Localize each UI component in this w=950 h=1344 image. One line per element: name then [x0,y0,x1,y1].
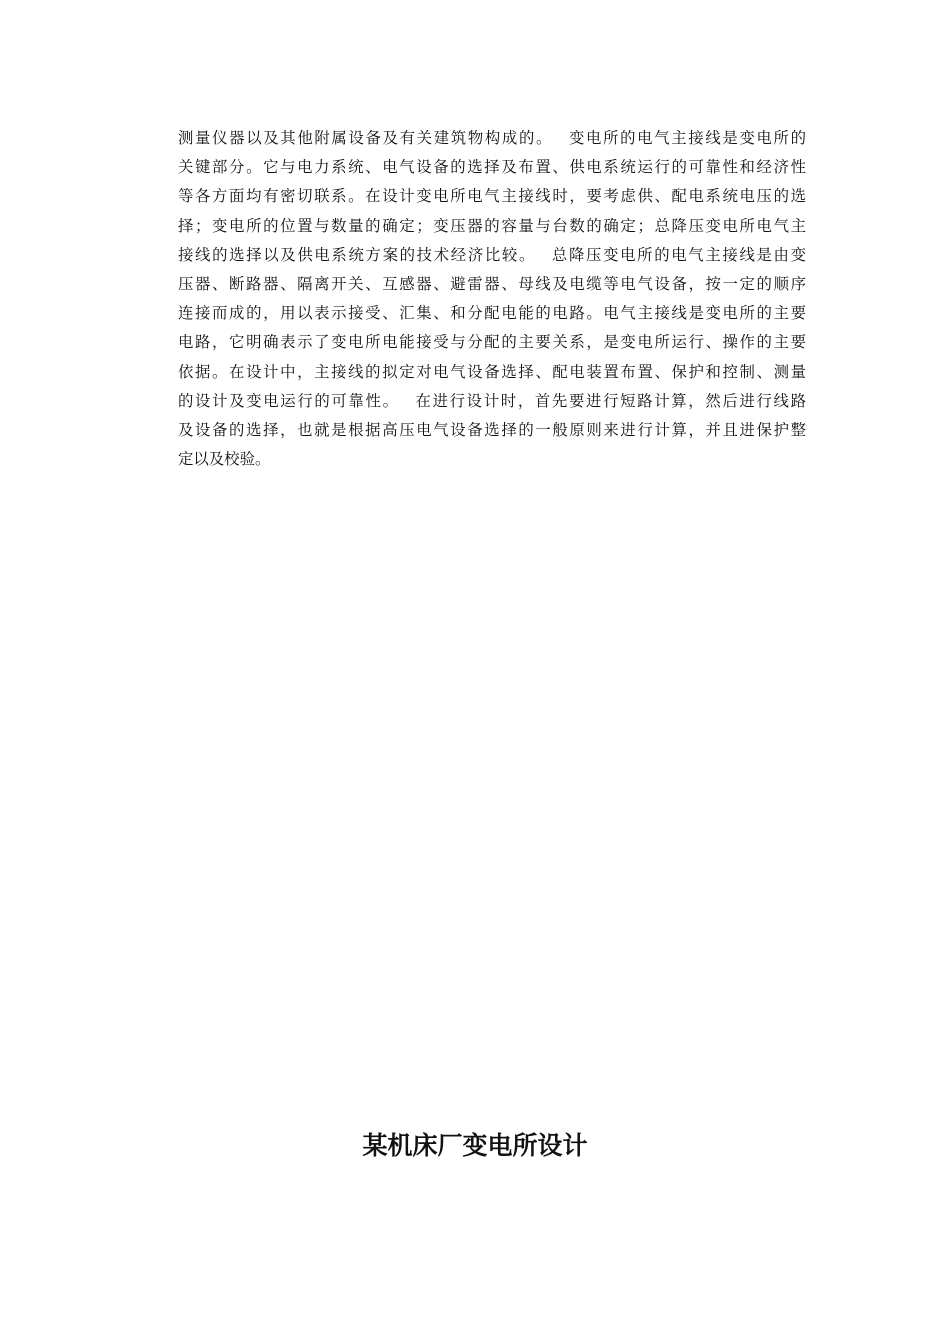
paragraph-line: 连接而成的，用以表示接受、汇集、和分配电能的电路。电气主接线是变电所的主要 [178,304,806,323]
body-paragraph [178,124,806,474]
paragraph-line: 等各方面均有密切联系。在设计变电所电气主接线时，要考虑供、配电系统电压的选 [178,187,806,206]
paragraph-line: 电路，它明确表示了变电所电能接受与分配的主要关系，是变电所运行、操作的主要 [178,333,806,352]
paragraph-line: 关键部分。它与电力系统、电气设备的选择及布置、供电系统运行的可靠性和经济性 [178,158,806,177]
paragraph-line: 及设备的选择，也就是根据高压电气设备选择的一般原则来进行计算，并且进保护整 [178,420,806,439]
paragraph-line: 定以及校验。 [178,450,271,469]
paragraph-line: 压器、断路器、隔离开关、互感器、避雷器、母线及电缆等电气设备，按一定的顺序 [178,274,806,293]
paragraph-line: 的设计及变电运行的可靠性。 在进行设计时，首先要进行短路计算，然后进行线路 [178,391,806,410]
paragraph-line: 择；变电所的位置与数量的确定；变压器的容量与台数的确定；总降压变电所电气主 [178,216,806,235]
paragraph-line: 测量仪器以及其他附属设备及有关建筑物构成的。 变电所的电气主接线是变电所的 [178,129,806,147]
paragraph-line: 依据。在设计中，主接线的拟定对电气设备选择、配电装置布置、保护和控制、测量 [178,362,806,381]
paragraph-line: 接线的选择以及供电系统方案的技术经济比较。 总降压变电所的电气主接线是由变 [178,245,806,264]
document-title: 某机床厂变电所设计 [362,1131,588,1160]
